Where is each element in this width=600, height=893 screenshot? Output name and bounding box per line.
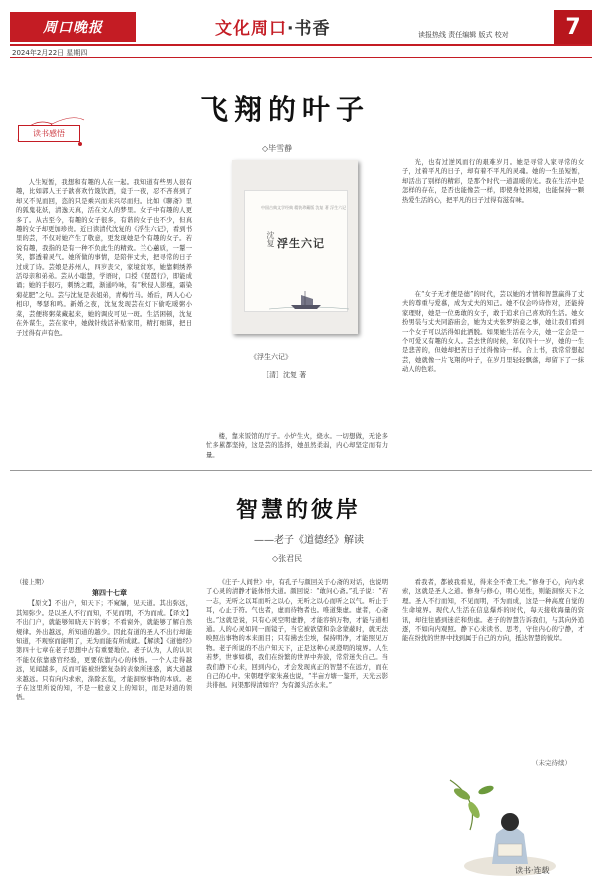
article-divider [10,470,592,471]
article-title: 飞翔的叶子 [200,93,371,126]
boat-illustration-icon [269,287,349,317]
chapter-heading: 第四十七章 [92,588,127,597]
book-cover-author: 沈复 [266,231,275,247]
article-byline: ◇毕雪静 [262,144,293,153]
article-column: 在“女子无才便是德”的时代，芸以她的才情和智慧赢得了丈夫的尊重与爱慕，成为丈夫的知己。她不仅会吟诗作对，还能持家理财，她是一位勇敢的女子，敢于追求自己喜欢的生活。她女扮男装与丈夫同游庙会，她为丈夫张罗纳妾之事，她让我们看到一个女子可以活得如此洒脱。如果她生活在今天，她一定会是一个可爱又有趣的女人。芸去世的时候，年仅四十一岁，她的一生是悲苦的，但她却把苦日子过得像诗一样。合上书，我常常想起芸，她就像一片飞翔的叶子，在岁月里轻轻飘落，却留下了一抹动人的色彩。 [402,291,584,374]
article-column: 光，也有过逆风而行的艰难岁月。她是寻常人家寻常的女子，过着平凡的日子，却有着不平凡的灵魂。她的一生虽短暂，却活出了别样的精彩，是那个时代一道温暖的光。我在生活中是怎样的存在，是否也能像芸一样，即使身处困境，也能保持一颗热爱生活的心，把平凡的日子过得有滋有味。 [402,159,584,204]
illustration-label: 读书·连载 [515,866,550,875]
editor-credits: 读报热线 责任编辑 版式 校对 [418,31,509,39]
newspaper-masthead: 周口晚报 [10,12,136,42]
to-be-continued: （未完待续） [532,759,571,767]
article-column: 人生短暂，我想和有趣的人在一起。我知道有些男人很有趣，比如郭人王子歆喜欢竹篾饮酒，竟于一夜，忍不吝喜到了却又不见而回，恣的只是乘兴而来兴尽而归。比如《聊斋》里的狐鬼花妖，清逸天真，活在文人的梦里。女子中有趣的人更多了。从古至今，有趣的女子很多，有谐的女子也不少，但真趣的女子却更加珍贵。近日读清代沈复的《浮生六记》，看到书里的芸，不仅对她产生了敬意，更发现她是个有趣的女子。若说有趣，我指的是有一种不负此生的精致。兰心蕙质，一颦一笑，都透着灵气。她所做的事情，是陪伴丈夫，把寻常的日子过成了诗。芸娘是苏州人，四岁丧父，家境贫寒，她靠刺绣养活母亲和弟弟。芸从小聪慧，学语时，口授《琵琶行》，即能成诵；她的手很巧，刺绣之暇，渐通吟咏，有“秋侵人影瘦，霜染菊花肥”之句。芸与沈复是表姐弟，青梅竹马。婚后，两人心心相印，琴瑟和鸣。新婚之夜，沈复发现芸在灯下偷吃暖粥小菜，芸便将粥菜藏起来，她的调皮可见一斑。生活困顿，沈复在外谋生，芸在家中，她做针线活补贴家用，精打细算，把日子过得有声有色。 [16,179,192,337]
book-cover-panel [244,190,348,312]
header-rule-thin [10,57,592,58]
article-column: （接上期） 【原文】不出户，知天下；不窥牖，见天道。其出弥远，其知弥少。是以圣人不行而知，不见而明，不为而成。【译文】不出门户，就能够知晓天下的事；不看窗外，就能够了解自然规律。外出越远，所知道的越少。因此有道的圣人不出行却能知道，不观察而能明了，无为而能有所成就。【解读】《道德经》第四十七章在老子思想中占有重要地位。老子认为，人的认识不能仅依靠感官经验，更要依靠内心的体悟。一个人走得越远，见闻越多，反而可能被纷繁复杂的表象所迷惑，离大道越来越远。只有向内求索，涤除玄览，才能洞察事物的本质。老子在这里所说的知，不是一般意义上的知识，而是对道的领悟。 [16,579,192,702]
section-accent: 文化周口 [215,19,287,39]
reading-illustration-icon [440,770,572,888]
article-subtitle: ——老子《道德经》解读 [254,535,364,546]
dateline: 2024年2月22日 星期四 [12,49,88,57]
article-column: 看我者，都被我看见，得来全不费工夫。”修身于心，向内求索，这就是圣人之道。修身与修心，明心见性，则能洞察天下之理。圣人不行而知，不见而明，不为而成，这是一种高度自觉的生命境界。现代人生活在信息爆炸的时代，每天接收海量的资讯，却往往感到迷茫和焦虑。老子的智慧告诉我们，与其向外追逐，不如向内观照。静下心来读书、思考，守住内心的宁静，才能在纷扰的世界中找到属于自己的方向，抵达智慧的彼岸。 [402,579,584,643]
article-column: 《庄子·人间世》中，有孔子与颜回关于心斋的对话，也说明了心灵的清静才能体悟大道。颜回说：“敢问心斋。”孔子说：“若一志，无听之以耳而听之以心，无听之以心而听之以气。听止于耳，心止于符。气也者，虚而待物者也。唯道集虚。虚者，心斋也。”这就是说，只有心灵空明虚静，才能容纳万物，才能与道相通。人的心灵如同一面镜子，当它被欲望和杂念蒙蔽时，就无法映照出事物的本来面目；只有拂去尘埃，保持明净，才能照见万物。老子所说的不出户知天下，正是这种心灵澄明的境界。人生若梦，世事如棋，我们在纷繁的世界中奔波，常常迷失自己。当我们静下心来，回到内心，才会发现真正的智慧不在远方，而在自己的心中。宋朝理学家朱熹也说，“半亩方塘一鉴开，天光云影共徘徊。问渠那得清如许？为有源头活水来。” [206,579,388,690]
section-title [215,14,330,39]
book-caption-author: ［清］沈复 著 [262,371,307,379]
article-title: 智慧的彼岸 [236,497,362,523]
book-cover-blurb: 中国古典文学经典 精装珍藏版 沈复 著 浮生六记 [261,205,347,210]
book-cover-image [232,160,358,334]
page-number: 7 [554,10,592,44]
header-rule [10,44,592,46]
section-name: 书香 [294,19,331,39]
column-tag: 读书感悟 [18,125,80,142]
serial-intro: （接上期） [16,579,48,586]
article-column: 楼，靠来饭馆的厅子。小炉生火，烧水。一切想做，无论多忙多累都坚持，这是芸的选择，她虽然柔弱，内心却坚定而有力量。 [206,433,388,459]
article-byline: ◇张君民 [272,554,303,563]
section-separator: · [287,19,295,39]
book-caption-title: 《浮生六记》 [250,353,292,361]
book-cover-title: 浮生六记 [277,237,325,250]
